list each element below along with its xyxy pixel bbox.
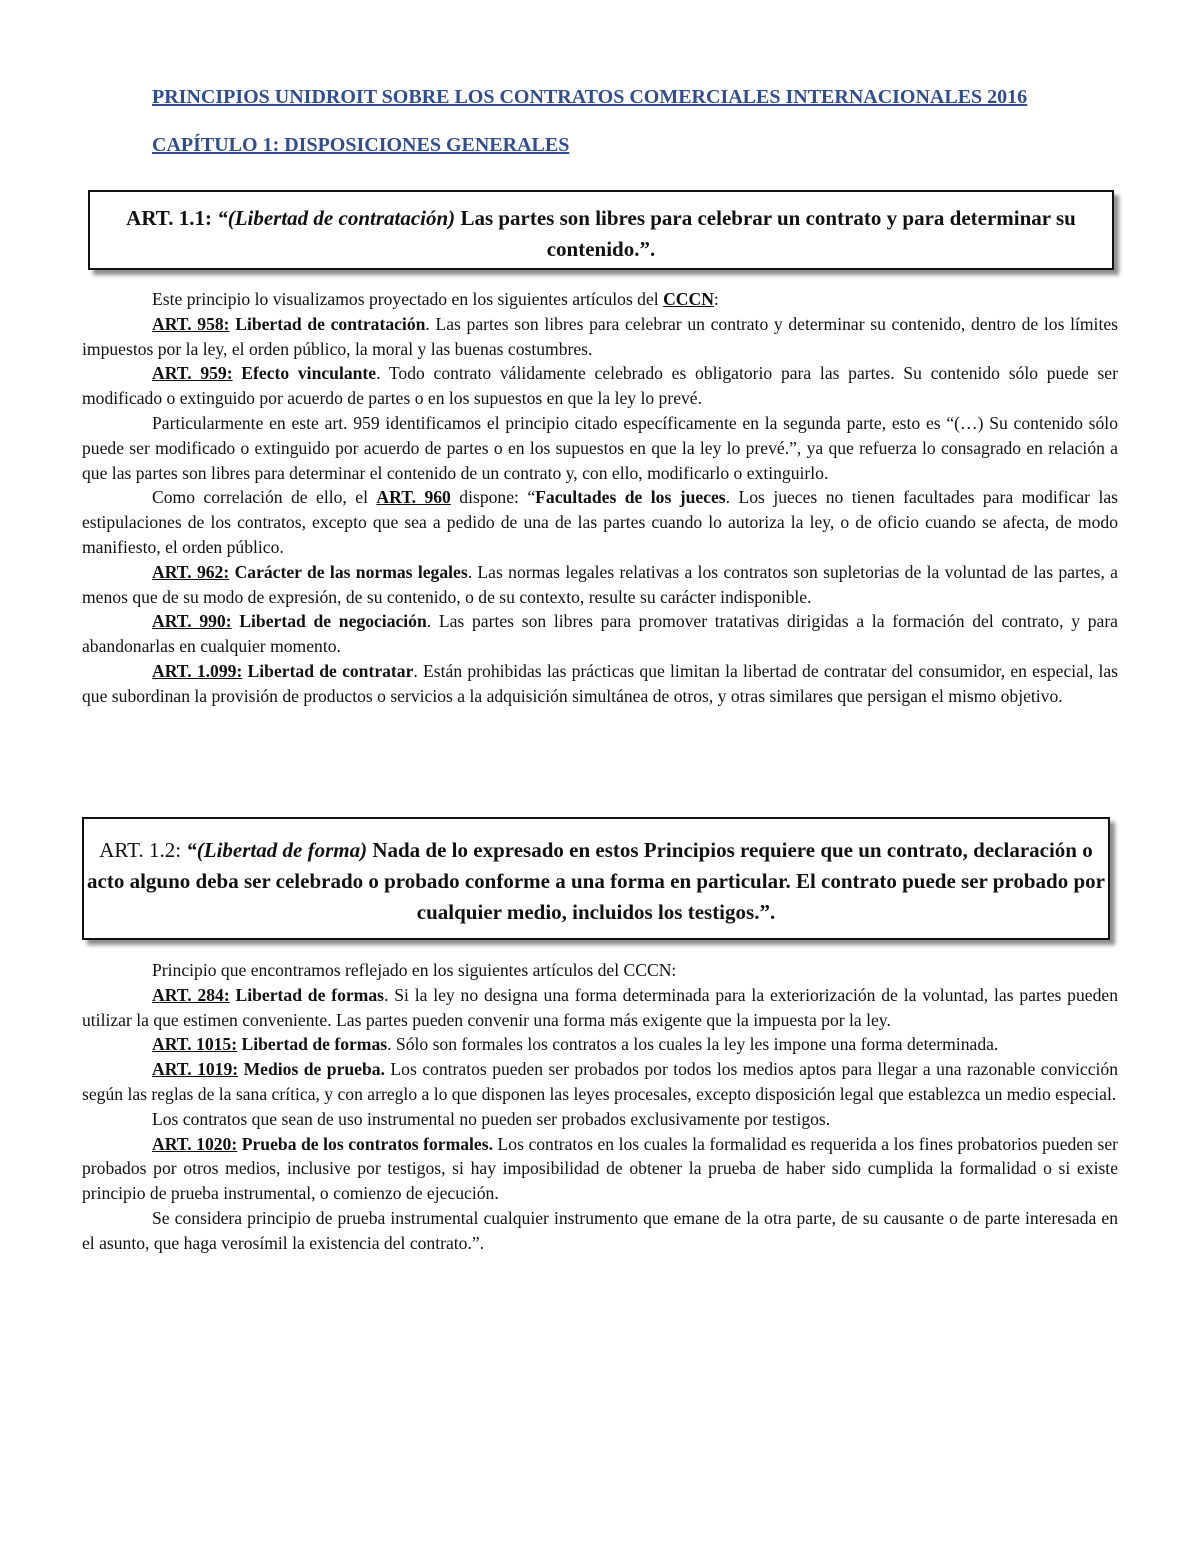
article-name: Facultades de los jueces: [535, 487, 726, 508]
article-1020-paragraph: ART. 1020: Prueba de los contratos formales. Los contratos en los cuales la formalidad es requerida a los fines probatorios pueden ser probados por otros medios, inclusive por testigos, si hay imposibilidad de obtener la prueba de haber sido cumplida la formalidad o si existe principio de prueba instrumental, o comienzo de ejecución.: [82, 1133, 1118, 1204]
article-ref: ART. 960: [376, 487, 451, 508]
article-name: Libertad de contratación: [229, 313, 426, 334]
article-number: ART. 1.1:: [126, 206, 218, 230]
intro-paragraph: Principio que encontramos reflejado en los siguientes artículos del CCCN:: [152, 960, 677, 980]
article-962-paragraph: ART. 962: Carácter de las normas legales. Las normas legales relativas a los contratos son supletorias de la voluntad de las partes, a menos que de su modo de expresión, de su contenido, o de su contexto, resulte su carácter indisponible.: [82, 561, 1118, 607]
final-paragraph: Se considera principio de prueba instrumental cualquier instrumento que emane de la otra parte, de su causante o de parte interesada en el asunto, que haga verosímil la existencia del contrato.”.: [82, 1207, 1118, 1253]
cccn-reference: CCCN: [663, 289, 714, 309]
article-ref: ART. 284:: [152, 984, 230, 1005]
article-ref: ART. 1015:: [152, 1034, 238, 1055]
article-text: Nada de lo expresado en estos Principios requiere que un contrato, declaración o acto alguno deba ser celebrado o probado conforme a una forma en particular. El contrato puede ser probado por cualquier medio, incluidos los testigos.”.: [87, 838, 1105, 924]
article-name: Efecto vinculante: [232, 363, 377, 384]
article-box-1-2: [82, 817, 1110, 940]
article-ref: ART. 958:: [152, 313, 230, 334]
article-box-1-1: [88, 190, 1114, 270]
article-name: Medios de prueba.: [238, 1059, 385, 1080]
article-284-paragraph: ART. 284: Libertad de formas. Si la ley no designa una forma determinada para la exteriorización de la voluntad, las partes pueden utilizar la que estimen conveniente. Las partes pueden convenir una forma más exigente que la impuesta por la ley.: [82, 984, 1118, 1030]
article-ref: ART. 990:: [152, 611, 232, 632]
commentary-paragraph: Particularmente en este art. 959 identificamos el principio citado específicamente en la segunda parte, esto es “(…) Su contenido sólo puede ser modificado o extinguido por acuerdo de partes o en los supuestos en que la ley lo prevé.”, ya que refuerza lo consagrado en relación a que las partes son libres para determinar el contenido de un contrato y, con ello, modificarlo o extinguirlo.: [82, 412, 1118, 483]
article-ref: ART. 959:: [152, 363, 233, 384]
article-ref: ART. 962:: [152, 561, 230, 582]
article-959-paragraph: ART. 959: Efecto vinculante. Todo contrato válidamente celebrado es obligatorio para las partes. Su contenido sólo puede ser modificado o extinguido por acuerdo de partes o en los supuestos en que la ley lo prevé.: [82, 363, 1118, 409]
article-ref: ART. 1020:: [152, 1133, 238, 1154]
article-name: Libertad de formas: [237, 1034, 388, 1055]
cccn-articles-section-2: [82, 958, 1118, 1256]
article-name: Prueba de los contratos formales.: [237, 1133, 493, 1154]
cccn-articles-section-1: [82, 287, 1118, 709]
article-ref: ART. 1019:: [152, 1059, 239, 1080]
article-topic: “(Libertad de forma): [186, 838, 368, 862]
article-topic: “(Libertad de contratación): [217, 206, 456, 230]
article-name: Libertad de contratar: [242, 660, 414, 681]
chapter-heading: CAPÍTULO 1: DISPOSICIONES GENERALES: [152, 134, 570, 156]
article-name: Libertad de formas: [229, 984, 384, 1005]
article-1099-paragraph: ART. 1.099: Libertad de contratar. Están prohibidas las prácticas que limitan la libertad de contratar del consumidor, en especial, las que subordinan la provisión de productos o servicios a la adquisición simultánea de otros, y otras similares que persigan el mismo objetivo.: [82, 660, 1119, 706]
document-title: PRINCIPIOS UNIDROIT SOBRE LOS CONTRATOS COMERCIALES INTERNACIONALES 2016: [152, 86, 1028, 108]
article-name: Carácter de las normas legales: [229, 561, 468, 582]
article-990-paragraph: ART. 990: Libertad de negociación. Las partes son libres para promover tratativas dirigidas a la formación del contrato, y para abandonarlas en cualquier momento.: [82, 611, 1118, 657]
article-1015-paragraph: ART. 1015: Libertad de formas. Sólo son formales los contratos a los cuales la ley les impone una forma determinada.: [152, 1034, 999, 1055]
instrumental-paragraph: Los contratos que sean de uso instrumental no pueden ser probados exclusivamente por testigos.: [152, 1108, 831, 1129]
article-number: ART. 1.2:: [99, 838, 187, 862]
article-name: Libertad de negociación: [231, 611, 427, 632]
article-1019-paragraph: ART. 1019: Medios de prueba. Los contratos pueden ser probados por todos los medios aptos para llegar a una razonable convicción según las reglas de la sana crítica, y con arreglo a lo que disponen las leyes procesales, excepto disposición legal que establezca un medio especial.: [82, 1059, 1118, 1104]
article-958-paragraph: ART. 958: Libertad de contratación. Las partes son libres para celebrar un contrato y determinar su contenido, dentro de los límites impuestos por la ley, el orden público, la moral y las buenas costumbres.: [82, 313, 1118, 359]
intro-paragraph: Este principio lo visualizamos proyectado en los siguientes artículos del CCCN:: [152, 289, 719, 309]
article-960-paragraph: Como correlación de ello, el ART. 960 dispone: “Facultades de los jueces. Los jueces no tienen facultades para modificar las estipulaciones de los contratos, excepto que sea a pedido de una de las partes cuando lo autoriza la ley, o de oficio cuando se afecta, de modo manifiesto, el orden público.: [82, 487, 1118, 557]
article-text: Las partes son libres para celebrar un contrato y para determinar su contenido.”.: [455, 206, 1076, 261]
article-ref: ART. 1.099:: [152, 660, 243, 681]
